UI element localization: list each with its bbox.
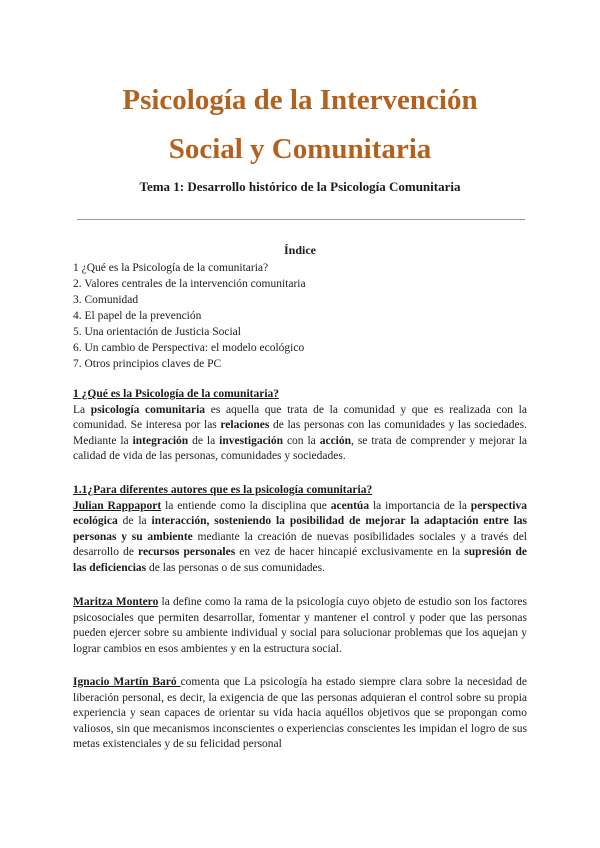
rappaport-paragraph: Julian Rappaport la entiende como la disciplina que acentúa la importancia de la perspectiva ecológica de la interacción, sosteniendo la posibilidad de mejorar la adaptación entre las personas y su ambiente mediante la creación de nuevas posibilidades sociales y a través del desarrollo de recursos personales en vez de hacer hincapié exclusivamente en la supresión de las deficiencias de las personas o de sus comunidades. [73, 499, 528, 574]
section-1-1 [73, 483, 527, 577]
baro-paragraph: Ignacio Martín Baró comenta que La psicología ha estado siempre clara sobre la necesidad de liberación personal, es decir, la exigencia de que las personas adquieran el control sobre su propia experiencia y sean capaces de orientar su vida hacia aquéllos objetivos que se propongan como valiosos, sin que mecanismos inconscientes o experiencias conscientes les impidan el logro de sus metas existenciales y de su felicidad personal [73, 676, 527, 751]
index-heading: Índice [283, 243, 316, 257]
index-item: 5. Una orientación de Justicia Social [73, 326, 241, 338]
document-title-line-1: Psicología de la Intervención [122, 84, 478, 116]
document-subtitle: Tema 1: Desarrollo histórico de la Psicología Comunitaria [139, 179, 461, 194]
horizontal-divider [77, 219, 525, 220]
index-item: 3. Comunidad [73, 294, 139, 306]
index-item: 7. Otros principios claves de PC [73, 358, 222, 370]
index-item: 6. Un cambio de Perspectiva: el modelo ecológico [73, 342, 305, 354]
montero-paragraph: Maritza Montero la define como la rama de la psicología cuyo objeto de estudio son los factores psicosociales que permiten desarrollar, fomentar y mantener el control y poder que las personas pueden ejercer sobre su ambiente individual y social para solucionar problemas que los aquejan y lograr cambios en esos ambientes y en la estructura social. [73, 596, 528, 655]
section-1-heading: 1 ¿Qué es la Psicología de la comunitaria? [73, 388, 280, 400]
section-1 [73, 387, 527, 465]
index-item: 4. El papel de la prevención [73, 310, 202, 322]
index-item: 1 ¿Qué es la Psicología de la comunitaria? [73, 262, 269, 274]
section-1-paragraph: La psicología comunitaria es aquella que trata de la comunidad y que es realizada con la comunidad. Se interesa por las relaciones de las personas con las comunidades y las sociedades. Mediante la integración de la investigación con la acción, se trata de comprender y mejorar la calidad de vida de las personas, comunidades y sociedades. [73, 403, 528, 463]
index-item: 2. Valores centrales de la intervención comunitaria [73, 278, 306, 290]
document-title-line-2: Social y Comunitaria [168, 133, 432, 165]
index-list [73, 260, 527, 372]
section-1-1-heading: 1.1¿Para diferentes autores que es la psicología comunitaria? [73, 484, 373, 496]
